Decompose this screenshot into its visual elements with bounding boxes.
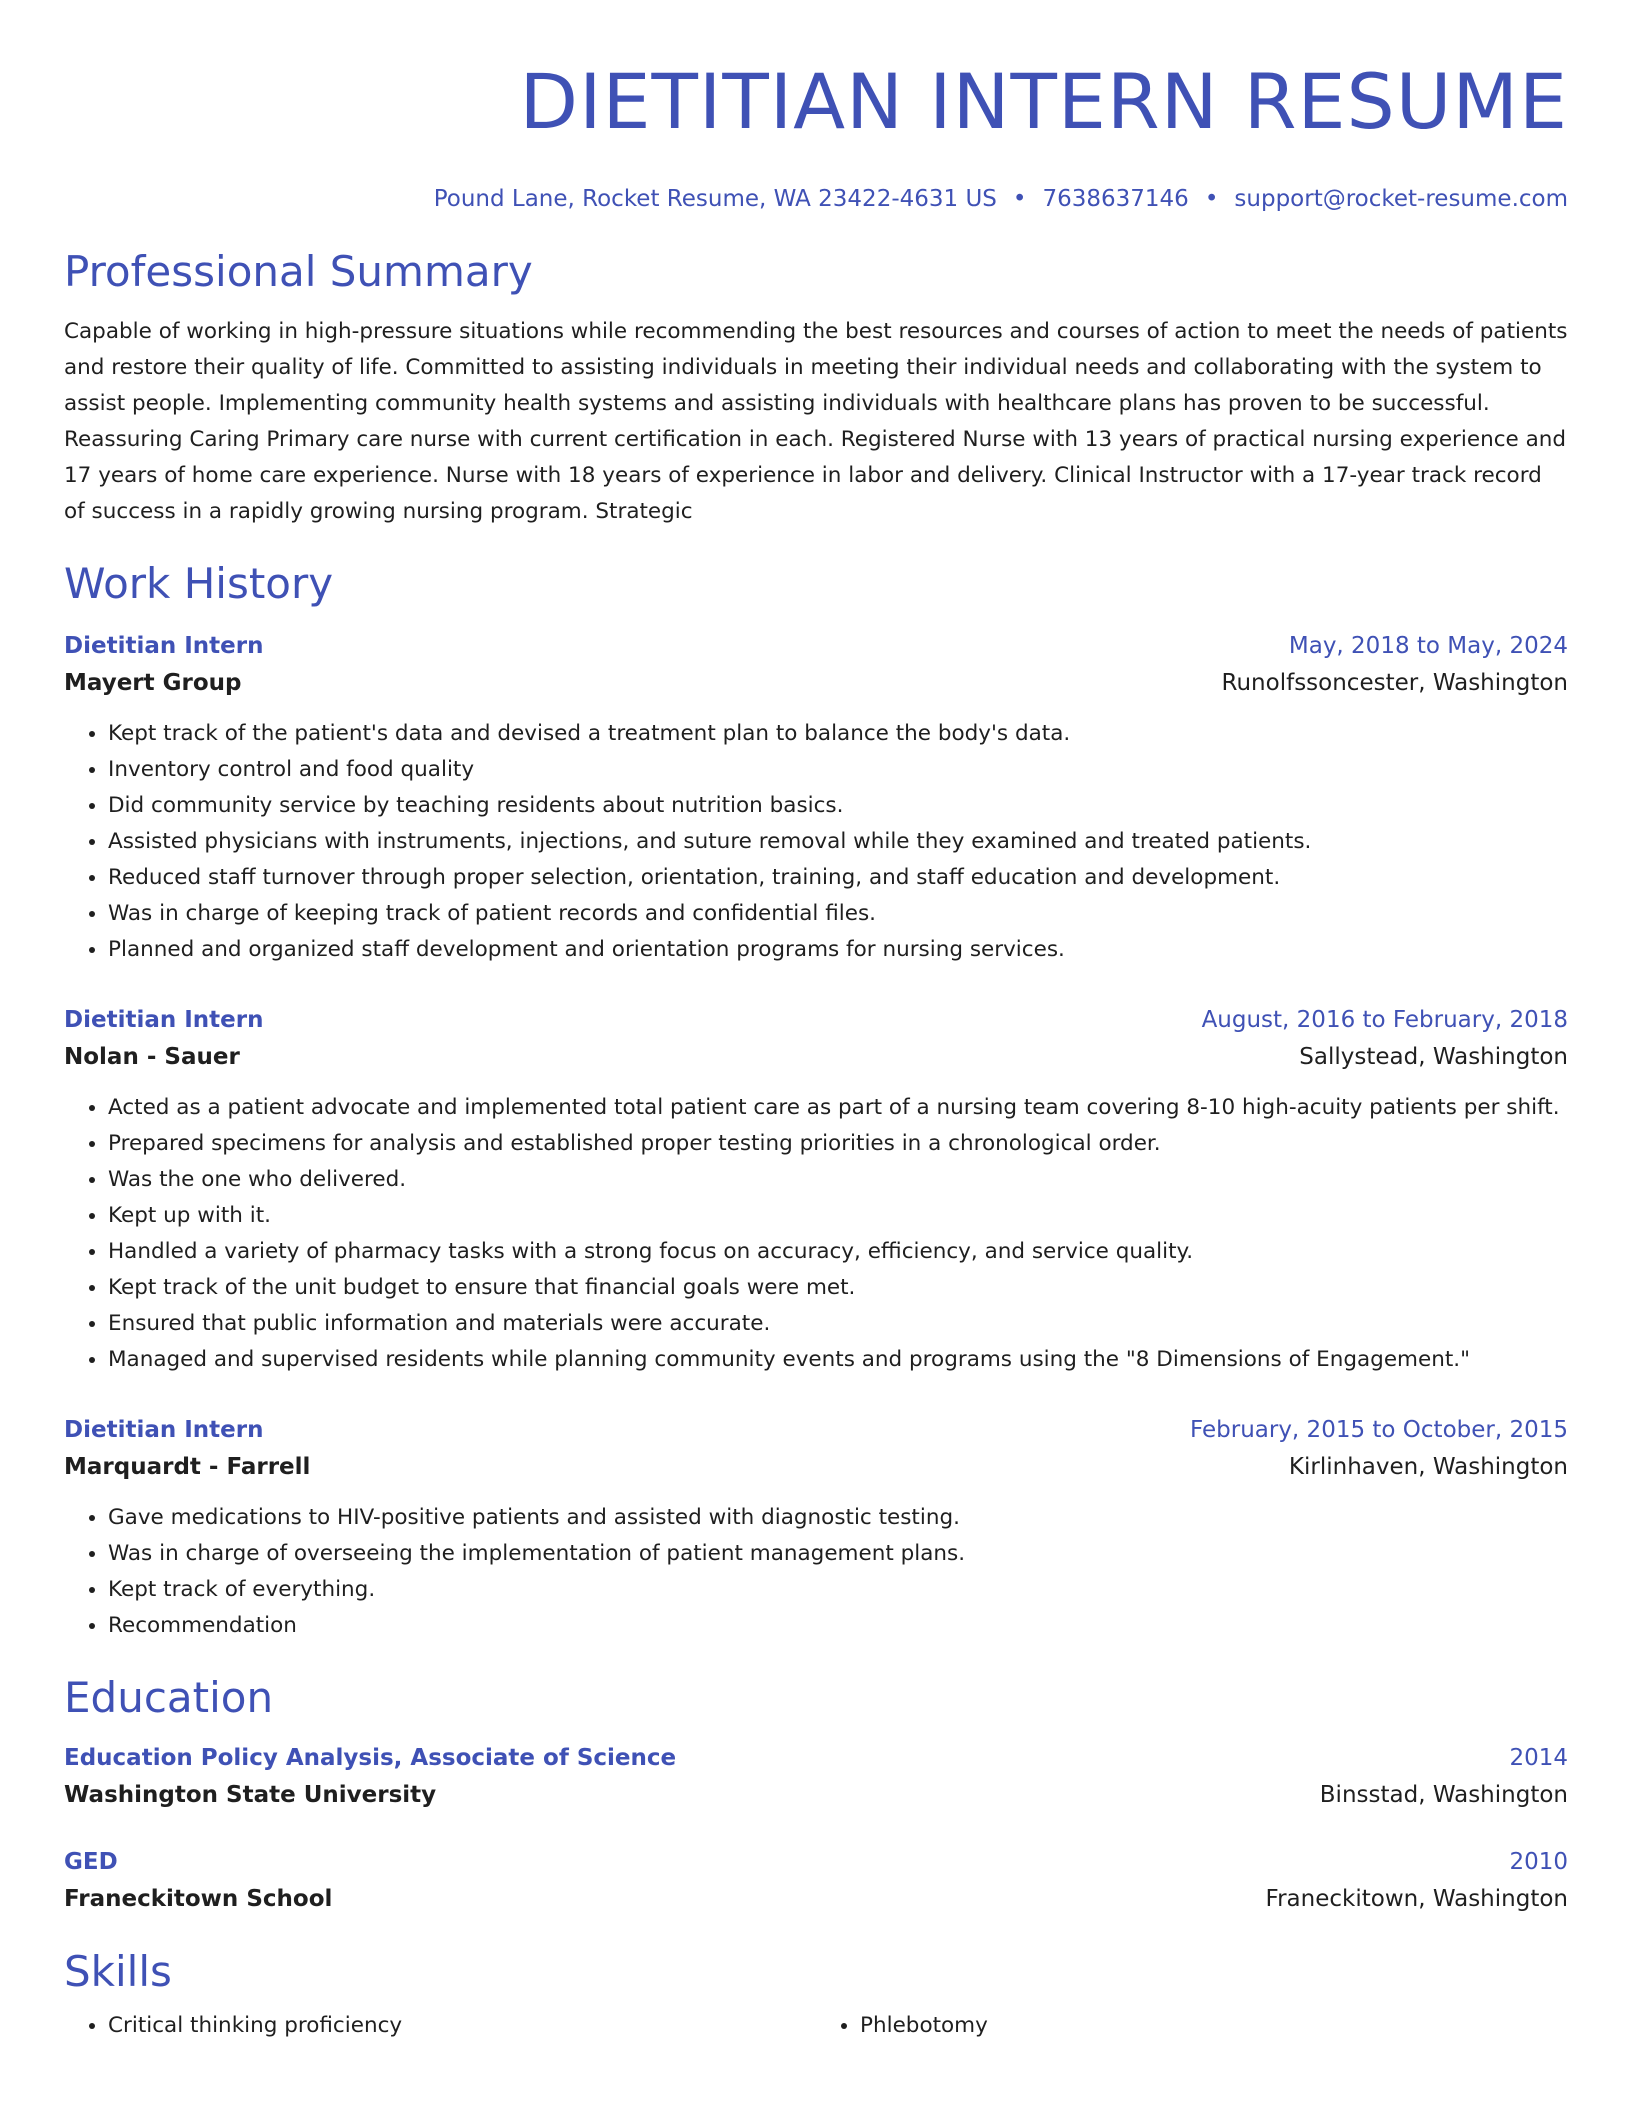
contact-line [64, 184, 1568, 214]
job-role: Dietitian Intern [64, 1007, 264, 1033]
contact-separator: • [1204, 186, 1219, 212]
job-bullet: • Acted as a patient advocate and implemented total patient care as part of a nursing team covering 8-10 high-acuity patients per shift. [108, 1090, 1568, 1126]
job-bullet: • Was in charge of keeping track of patient records and confidential files. [108, 896, 1568, 932]
education-school: Washington State University [64, 1782, 437, 1808]
job-bullet: • Handled a variety of pharmacy tasks with a strong focus on accuracy, efficiency, and service quality. [108, 1234, 1568, 1270]
education-entry [64, 1844, 1568, 1918]
job-entry [64, 1002, 1568, 1378]
job-bullet: • Kept track of the unit budget to ensure that financial goals were met. [108, 1270, 1568, 1306]
education-school: Franeckitown School [64, 1886, 333, 1912]
contact-separator: • [1012, 186, 1027, 212]
job-bullet: • Kept track of the patient's data and devised a treatment plan to balance the body's data. [108, 716, 1568, 752]
resume-page [64, 0, 1568, 2044]
job-bullet: • Kept up with it. [108, 1198, 1568, 1234]
skill-item: • Critical thinking proficiency [108, 2008, 816, 2044]
job-bullets [64, 1500, 1568, 1644]
job-role: Dietitian Intern [64, 1417, 264, 1443]
job-bullet: • Prepared specimens for analysis and established proper testing priorities in a chronological order. [108, 1126, 1568, 1162]
job-entry [64, 1412, 1568, 1644]
summary-heading: Professional Summary [64, 247, 533, 296]
phone-text: 7638637146 [1042, 186, 1189, 212]
job-bullet: • Managed and supervised residents while planning community events and programs using the "8 Dimensions of Engagement." [108, 1342, 1568, 1378]
email-link[interactable]: support@rocket-resume.com [1234, 186, 1568, 212]
education-entry [64, 1740, 1568, 1814]
job-dates: May, 2018 to May, 2024 [1288, 633, 1568, 659]
education-degree: GED [64, 1849, 118, 1875]
job-location: Sallystead, Washington [1299, 1044, 1568, 1070]
job-bullet: • Reduced staff turnover through proper selection, orientation, training, and staff education and development. [108, 860, 1568, 896]
job-bullet: • Did community service by teaching residents about nutrition basics. [108, 788, 1568, 824]
summary-text: Capable of working in high-pressure situations while recommending the best resources and courses of action to meet the needs of patients and restore their quality of life. Committed to assisting individuals in meeting their individual needs and collaborating with the system to assist people. Implementing community health systems and assisting individuals with healthcare plans has proven to be successful. Reassuring Caring Primary care nurse with current certification in each. Registered Nurse with 13 years of practical nursing experience and 17 years of home care experience. Nurse with 18 years of experience in labor and delivery. Clinical Instructor with a 17-year track record of success in a rapidly growing nursing program. Strategic [64, 319, 1568, 524]
job-bullet: • Inventory control and food quality [108, 752, 1568, 788]
job-bullet: • Was in charge of overseeing the implementation of patient management plans. [108, 1536, 1568, 1572]
job-dates: February, 2015 to October, 2015 [1190, 1417, 1568, 1443]
job-bullet: • Ensured that public information and materials were accurate. [108, 1306, 1568, 1342]
job-bullet: • Gave medications to HIV-positive patients and assisted with diagnostic testing. [108, 1500, 1568, 1536]
job-location: Kirlinhaven, Washington [1288, 1454, 1568, 1480]
job-bullets [64, 1090, 1568, 1378]
skills-column-left [64, 2008, 816, 2044]
job-bullet: • Planned and organized staff development and orientation programs for nursing services. [108, 932, 1568, 968]
job-bullet: • Recommendation [108, 1608, 1568, 1644]
skills-column-right [816, 2008, 1568, 2044]
resume-title: DIETITIAN INTERN RESUME [519, 57, 1568, 146]
skill-item: • Phlebotomy [860, 2008, 1568, 2044]
job-dates: August, 2016 to February, 2018 [1201, 1007, 1568, 1033]
job-bullets [64, 716, 1568, 968]
job-bullet: • Was the one who delivered. [108, 1162, 1568, 1198]
work-history-heading: Work History [64, 559, 334, 608]
job-bullet: • Assisted physicians with instruments, injections, and suture removal while they examined and treated patients. [108, 824, 1568, 860]
job-bullet: • Kept track of everything. [108, 1572, 1568, 1608]
education-location: Binsstad, Washington [1319, 1782, 1568, 1808]
skills-heading: Skills [64, 1947, 172, 1996]
job-company: Nolan - Sauer [64, 1044, 240, 1070]
education-year: 2010 [1509, 1849, 1568, 1875]
address-text: Pound Lane, Rocket Resume, WA 23422-4631 US [433, 186, 997, 212]
job-role: Dietitian Intern [64, 633, 264, 659]
education-degree: Education Policy Analysis, Associate of Science [64, 1745, 677, 1771]
education-year: 2014 [1509, 1745, 1568, 1771]
job-entry [64, 628, 1568, 968]
job-company: Marquardt - Farrell [64, 1454, 311, 1480]
skills-list [64, 2008, 1568, 2044]
job-company: Mayert Group [64, 670, 242, 696]
job-location: Runolfssoncester, Washington [1221, 670, 1568, 696]
education-heading: Education [64, 1673, 274, 1722]
education-location: Franeckitown, Washington [1265, 1886, 1568, 1912]
